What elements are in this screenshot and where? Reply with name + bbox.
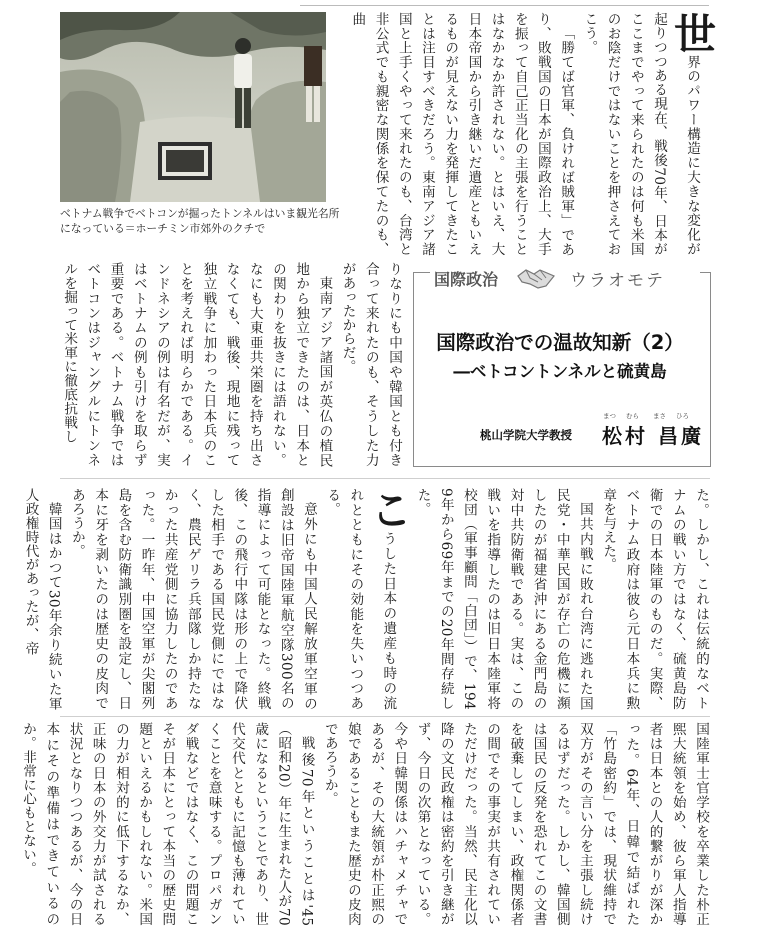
paragraph: 韓国はかつて30年余り続いた軍人政権時代があったが、帝 [22, 488, 62, 710]
article-subtitle: ―ベトコントンネルと硫黄島 [453, 362, 667, 381]
body-column-tier-2 [60, 262, 405, 467]
paragraph: 東南アジア諸国が英仏の植民地から独立できたのは、日本との関わりを抜きには語れない。なにも大東亜共栄圏を持ち出さなくても、戦後、現地に残って独立戦争に加わった日本兵のことを考えれば明らかである。インドネシアの例は有名だが、実はベトナムの例も引けを取らず重要である。ベトナム戦争ではベトコンはジャングルにトンネルを掘って米軍に徹底抗戦し [61, 262, 333, 467]
section-divider [60, 478, 710, 479]
author-ruby: むら [626, 412, 639, 420]
top-rule [300, 5, 709, 6]
photo-caption [60, 206, 350, 236]
author-ruby: まつ [603, 412, 616, 420]
paragraph-text: 界のパワー構造に大きな変化が起りつつある現在、戦後70年、日本がここまでやって来られたのは何も米国のお陰だけではないことを押さえておこう。 [581, 12, 700, 256]
paragraph: た。しかし、これは伝統的なベトナムの戦い方ではなく、硫黄島防衛での日本陸軍のものだ。実際、ベトナム政府は彼ら元日本兵に勲章を与えた。 [600, 488, 709, 710]
paragraph [320, 488, 414, 710]
handshake-icon [516, 264, 556, 292]
section-divider [60, 716, 710, 717]
author-ruby: まさ [653, 412, 666, 420]
paragraph: りなりにも中国や韓国とも付き合って来れたのも、そうした力があったからだ。 [339, 262, 402, 467]
paragraph: 国共内戦に敗れ台湾に逃れた国民党・中華民国が存亡の危機に瀕したのが福建省沖にある金門島の対中共防衛戦である。実は、この戦いを指導したのは旧日本陸軍将校団（軍事顧問「白団」）で、1949年から69年までの20年間存続した。 [414, 488, 593, 710]
paragraph: 意外にも中国人民解放軍空軍の創設は旧帝国陸軍航空隊300名の指導によって可能となった。終戦後、この飛行中隊は形の上で降伏した相手である国民党側にではなく、農民ゲリラ兵部隊しか持たなかった共産党側に協力したのであった。一昨年、中国空軍が尖閣列島を含む防衛識別圏を設定し、日本に牙を剥いたのは歴史の皮肉であろうか。 [68, 488, 317, 710]
body-column-tier-4 [20, 722, 712, 926]
series-label [430, 258, 700, 298]
paragraph: 戦後70年ということは'45（昭和20）年に生まれた人が70歳になるということであり、世代交代とともに記憶も薄れていくことを意味する。プロパガンダ戦などではなく、この問題こそが日本にとって本当の歴史問題といえるかもしれない。米国の力が相対的に低下するなか、正味の日本の外交力が試される状況となりつつあるが、今の日本にその準備はできているのか。非常に心もとない。 [20, 722, 315, 926]
tunnel-photo-illustration [60, 12, 326, 202]
body-column-tier-3 [22, 488, 712, 710]
series-label-right: ウラオモテ [570, 270, 666, 291]
body-column-tier-1 [340, 12, 717, 256]
photo-caption-line-1: ベトナム戦争でベトコンが掘ったトンネルはいま観光名所 [60, 207, 340, 220]
article-title: 国際政治での温故知新（2） [436, 331, 684, 354]
paragraph: 「勝てば官軍、負ければ賊軍」であり、敗戦国の日本が国際政治上、大手を振って自己正当化の主張を行うことはなかなか許されない。とはいえ、大日本帝国から引き継いだ遺産ともいえるものが見えない力を発揮してきたことは注目すべきだろう。東南アジア諸国と上手くやって来れたのも、台湾と非公式でも親密な関係を保てたのも、曲 [349, 12, 575, 256]
drop-cap: 世 [668, 12, 717, 55]
paragraph [577, 12, 717, 256]
article-photo [60, 12, 326, 202]
paragraph-text: うした日本の遺産も時の流れとともにその効能を失いつつある。 [324, 488, 397, 710]
author-name: 松村 昌廣 [602, 424, 704, 448]
author-affiliation: 桃山学院大学教授 [480, 428, 572, 442]
paragraph: 国陸軍士官学校を卒業した朴正煕大統領を始め、彼ら軍人指導者は日本との人的繋がりが深かった。64年、日韓で結ばれた「竹島密約」では、現状維持で双方がその言い分を主張し続けるはずだった。しかし、韓国側は国民の反発を恐れてこの文書を破棄してしまい、政権関係者の間でその事実が共有されていただけだった。当然、民主化以降の文民政権は密約を引き継がず、今日の次第となっている。今や日韓関係はハチャメチャであるが、その大統領が朴正煕の娘であることもまた歴史の皮肉であろうか。 [321, 722, 709, 926]
author-ruby: ひろ [676, 412, 689, 420]
series-label-left: 国際政治 [434, 269, 499, 289]
drop-cap: こ [364, 488, 414, 531]
photo-caption-line-2: になっている＝ホーチミン市郊外のクチで [60, 222, 266, 235]
